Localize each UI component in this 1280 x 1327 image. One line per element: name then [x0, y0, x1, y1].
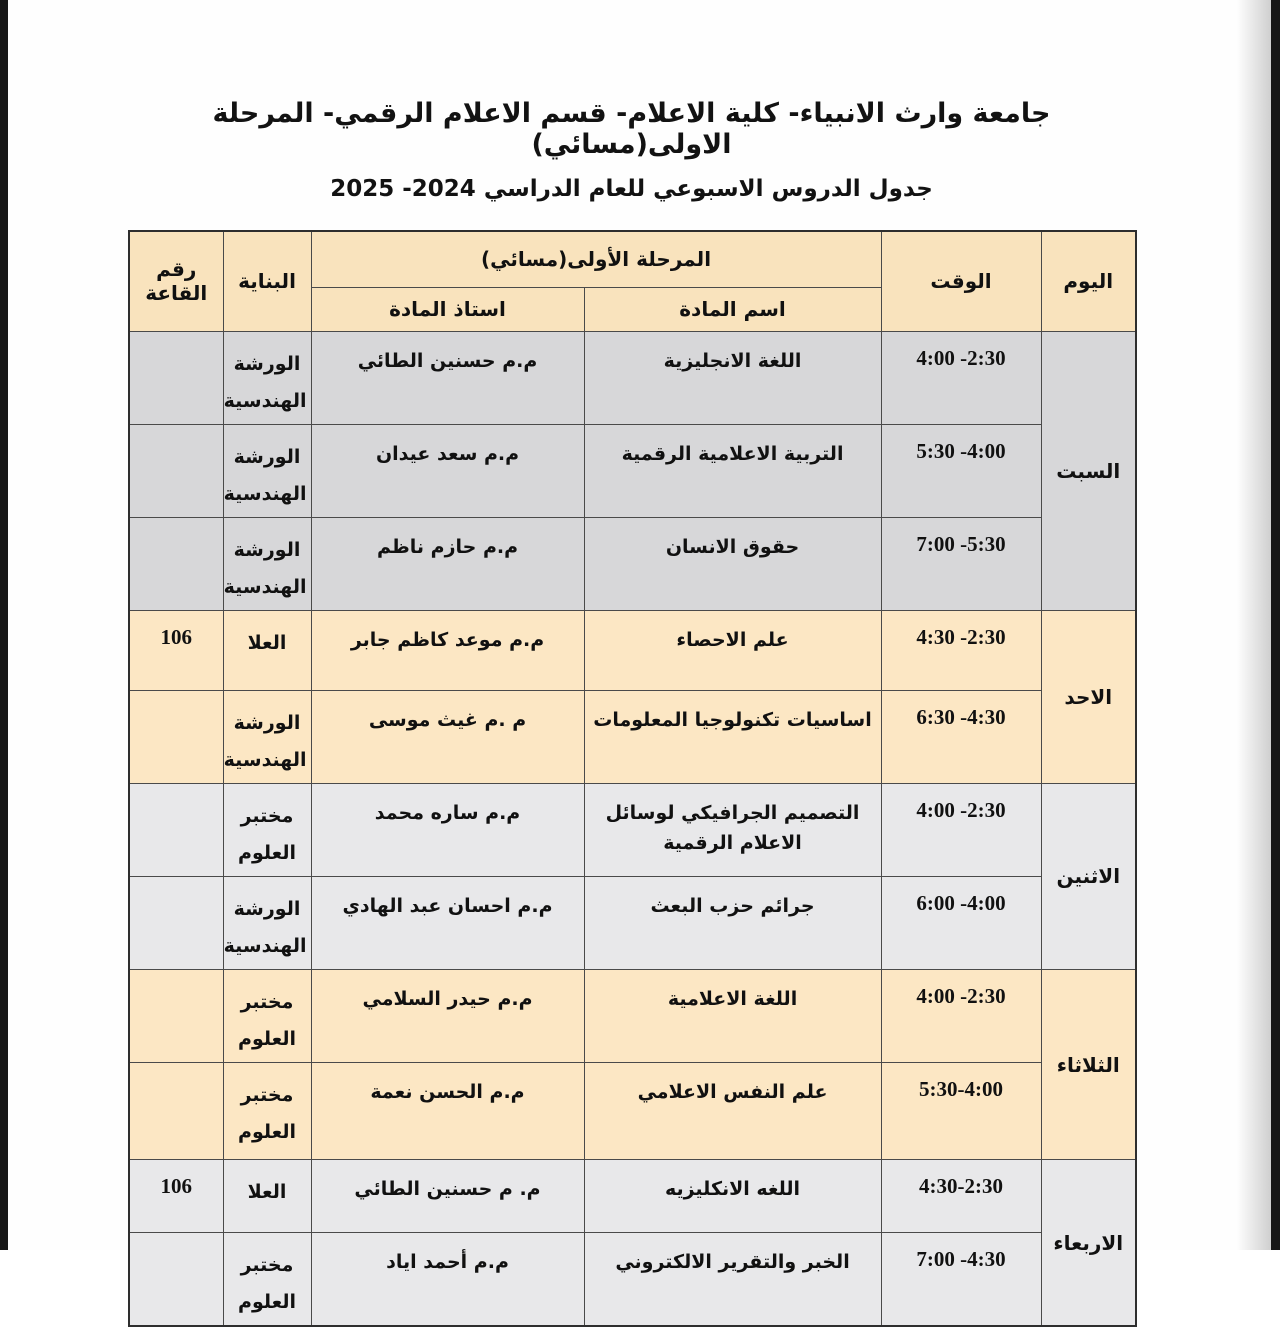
cell-teacher: م.م سعد عيدان	[311, 424, 584, 517]
cell-time: 6:30 -4:30	[881, 690, 1041, 783]
cell-time: 6:00 -4:00	[881, 876, 1041, 969]
cell-teacher: م.م أحمد اياد	[311, 1233, 584, 1327]
cell-subject: اللغة الاعلامية	[584, 970, 881, 1063]
cell-building: العلا	[223, 610, 311, 690]
cell-time: 7:00 -5:30	[881, 517, 1041, 610]
cell-teacher: م .م غيث موسى	[311, 690, 584, 783]
day-cell-monday: الاثنين	[1041, 783, 1136, 969]
cell-time: 5:30 -4:00	[881, 424, 1041, 517]
day-cell-saturday: السبت	[1041, 331, 1136, 610]
photo-edge-shadow	[1237, 0, 1271, 1250]
col-header-day: اليوم	[1041, 231, 1136, 331]
cell-subject: جرائم حزب البعث	[584, 876, 881, 969]
col-header-teacher: استاذ المادة	[311, 287, 584, 331]
cell-building: الورشة الهندسية	[223, 424, 311, 517]
cell-room	[129, 970, 223, 1063]
day-cell-wednesday: الاربعاء	[1041, 1160, 1136, 1327]
cell-building: مختبر العلوم	[223, 970, 311, 1063]
cell-time: 4:30 -2:30	[881, 610, 1041, 690]
cell-building: الورشة الهندسية	[223, 876, 311, 969]
cell-subject: اساسيات تكنولوجيا المعلومات	[584, 690, 881, 783]
cell-building: الورشة الهندسية	[223, 690, 311, 783]
cell-time: 4:30-2:30	[881, 1160, 1041, 1233]
photo-edge-left	[0, 0, 8, 1250]
cell-building: الورشة الهندسية	[223, 331, 311, 424]
cell-time: 7:00 -4:30	[881, 1233, 1041, 1327]
cell-room	[129, 331, 223, 424]
cell-subject: حقوق الانسان	[584, 517, 881, 610]
cell-building: الورشة الهندسية	[223, 517, 311, 610]
cell-subject: التربية الاعلامية الرقمية	[584, 424, 881, 517]
weekly-schedule-table	[128, 230, 1137, 1327]
cell-time: 5:30-4:00	[881, 1063, 1041, 1160]
photo-edge-right	[1271, 0, 1280, 1250]
cell-room	[129, 1063, 223, 1160]
cell-teacher: م.م حسنين الطائي	[311, 331, 584, 424]
cell-time: 4:00 -2:30	[881, 783, 1041, 876]
col-header-subject: اسم المادة	[584, 287, 881, 331]
cell-time: 4:00 -2:30	[881, 331, 1041, 424]
cell-subject: علم النفس الاعلامي	[584, 1063, 881, 1160]
cell-teacher: م.م حازم ناظم	[311, 517, 584, 610]
cell-subject: اللغه الانكليزيه	[584, 1160, 881, 1233]
cell-teacher: م.م موعد كاظم جابر	[311, 610, 584, 690]
cell-room	[129, 1233, 223, 1327]
col-header-time: الوقت	[881, 231, 1041, 331]
cell-room: 106	[129, 610, 223, 690]
cell-building: العلا	[223, 1160, 311, 1233]
cell-teacher: م.م احسان عبد الهادي	[311, 876, 584, 969]
day-cell-sunday: الاحد	[1041, 610, 1136, 783]
cell-room	[129, 424, 223, 517]
cell-teacher: م.م الحسن نعمة	[311, 1063, 584, 1160]
cell-building: مختبر العلوم	[223, 1233, 311, 1327]
cell-teacher: م.م حيدر السلامي	[311, 970, 584, 1063]
document-title: جامعة وارث الانبياء- كلية الاعلام- قسم الاعلام الرقمي- المرحلة الاولى(مسائي)	[212, 98, 1051, 160]
cell-subject: علم الاحصاء	[584, 610, 881, 690]
cell-room	[129, 876, 223, 969]
cell-room	[129, 783, 223, 876]
cell-subject: التصميم الجرافيكي لوسائل الاعلام الرقمية	[584, 783, 881, 876]
cell-building: مختبر العلوم	[223, 1063, 311, 1160]
cell-teacher: م. م حسنين الطائي	[311, 1160, 584, 1233]
cell-teacher: م.م ساره محمد	[311, 783, 584, 876]
cell-room	[129, 690, 223, 783]
document-subtitle: جدول الدروس الاسبوعي للعام الدراسي 2024- 2025	[330, 176, 933, 202]
day-cell-tuesday: الثلاثاء	[1041, 970, 1136, 1160]
cell-time: 4:00 -2:30	[881, 970, 1041, 1063]
cell-building: مختبر العلوم	[223, 783, 311, 876]
cell-subject: اللغة الانجليزية	[584, 331, 881, 424]
col-header-room: رقم القاعة	[129, 231, 223, 331]
cell-subject: الخبر والتقرير الالكتروني	[584, 1233, 881, 1327]
col-header-building: البناية	[223, 231, 311, 331]
col-header-stage: المرحلة الأولى(مسائي)	[311, 231, 881, 287]
cell-room	[129, 517, 223, 610]
cell-room: 106	[129, 1160, 223, 1233]
